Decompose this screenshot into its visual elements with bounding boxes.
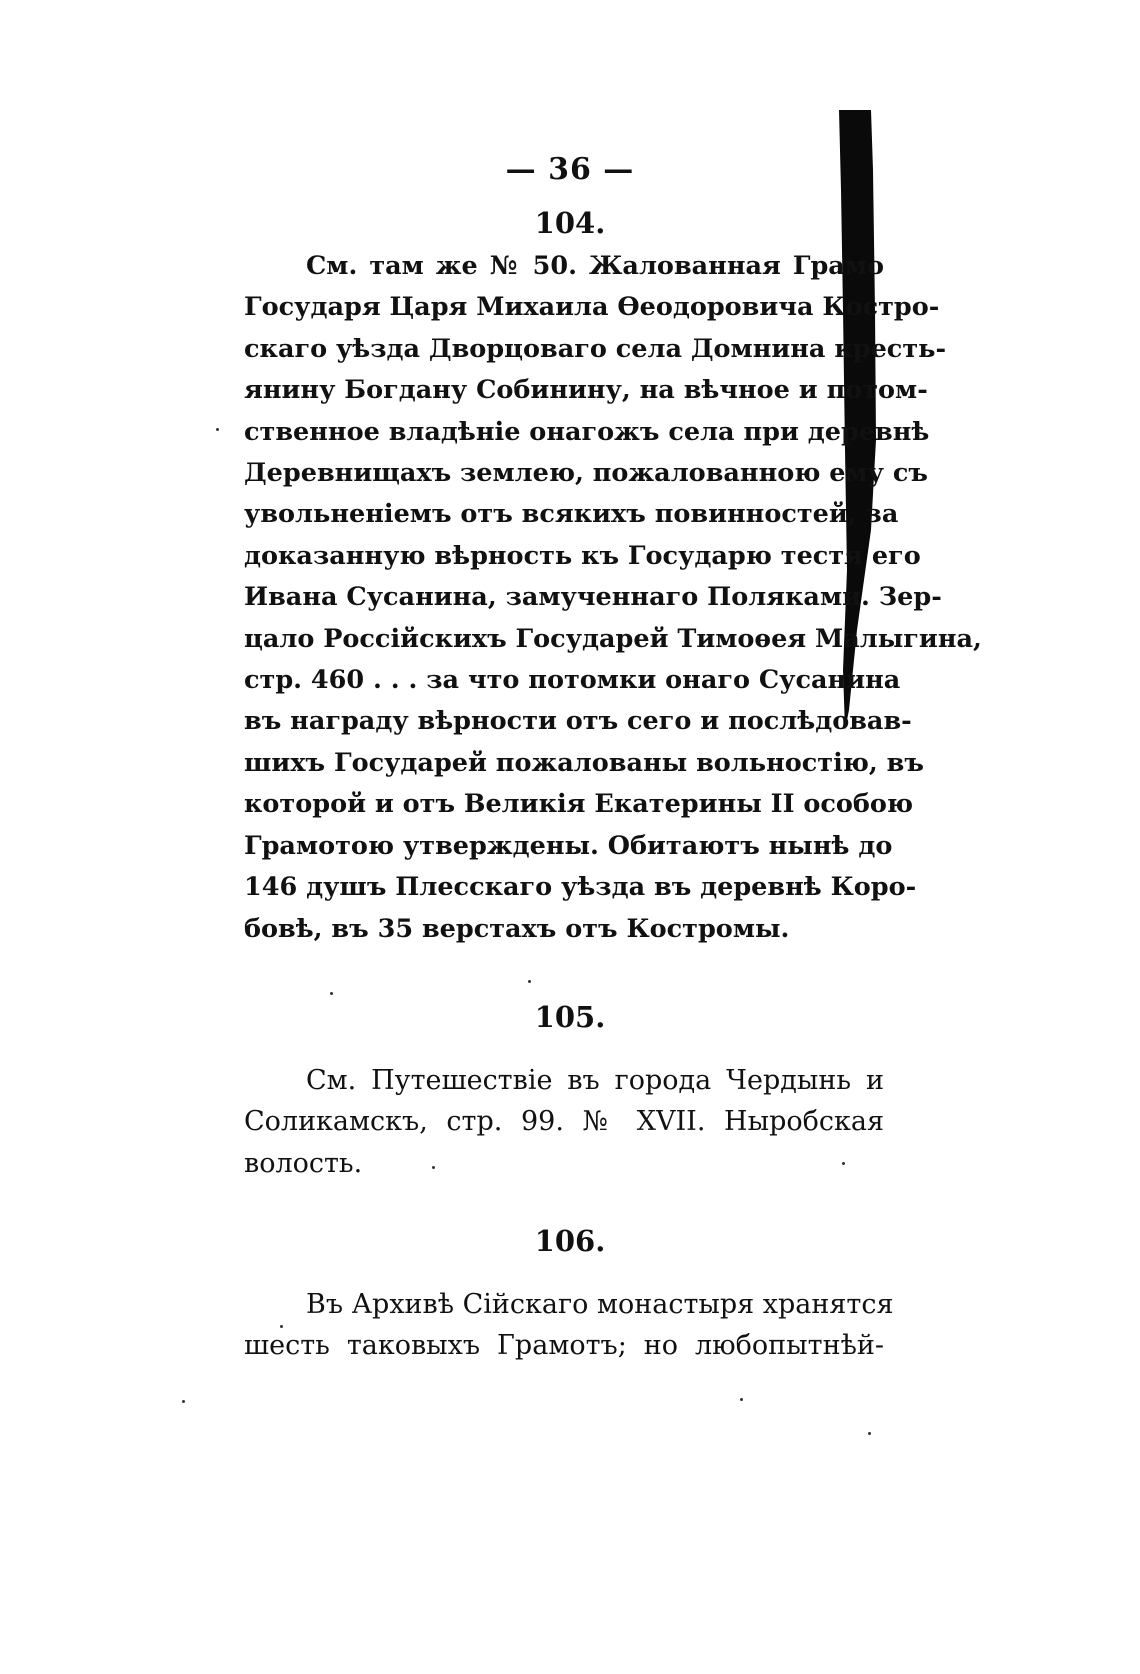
section-number: 105. — [534, 1000, 606, 1034]
section-number: 104. — [534, 206, 606, 240]
text-line: 146 душъ Плесскаго уѣзда въ деревнѣ Коро- — [244, 872, 917, 903]
text-line: бовѣ, въ 35 верстахъ отъ Костромы. — [244, 913, 790, 944]
text-line: Въ Архивѣ Сійскаго монастыря хранятся — [306, 1289, 894, 1320]
scan-speck — [432, 1166, 435, 1169]
text-line: увольненіемъ отъ всякихъ повинностей, за — [244, 499, 899, 530]
text-line: цало Россійскихъ Государей Тимоѳея Малыгина, — [244, 623, 982, 654]
text-line: Грамотою утверждены. Обитаютъ нынѣ до — [244, 830, 893, 861]
section-text-104 — [244, 246, 982, 950]
text-line: См. Путешествіе въ города Чердынь и — [306, 1065, 884, 1096]
text-line: въ награду вѣрности отъ сего и послѣдовав- — [244, 706, 912, 737]
section-number: 106. — [534, 1224, 606, 1258]
text-line: Соликамскъ, стр. 99. № XVII. Ныробская — [244, 1106, 884, 1138]
scan-speck — [280, 1325, 283, 1328]
page-number: — 36 — — [505, 152, 635, 187]
scan-speck — [216, 428, 219, 431]
scan-speck — [868, 1432, 871, 1435]
text-line: ственное владѣніе онагожъ села при деревнѣ — [244, 416, 930, 447]
section-text-106 — [244, 1284, 894, 1367]
text-line: янину Богдану Собинину, на вѣчное и потом- — [244, 375, 928, 406]
text-line: скаго уѣзда Дворцоваго села Домнина кресть- — [244, 333, 947, 364]
scan-speck — [330, 992, 333, 995]
scan-speck — [842, 1162, 845, 1165]
section-text-105 — [244, 1060, 884, 1184]
text-line: Государя Царя Михаила Өеодоровича Костро- — [244, 292, 940, 323]
scan-speck — [740, 1398, 743, 1401]
text-line: Ивана Сусанина, замученнаго Поляками. Зер- — [244, 582, 942, 613]
text-line: шихъ Государей пожалованы вольностію, въ — [244, 747, 924, 778]
scan-speck — [528, 980, 531, 983]
text-line: См. там же № 50. Жалованная Грамо — [306, 251, 884, 281]
text-line: Деревнищахъ землею, пожалованною ему съ — [244, 458, 928, 489]
text-line: которой и отъ Великія Екатерины II особою — [244, 789, 914, 820]
text-line: шесть таковыхъ Грамотъ; но любопытнѣй- — [244, 1330, 884, 1362]
text-line: стр. 460 . . . за что потомки онаго Сусанина — [244, 665, 901, 696]
text-line: волость. — [244, 1147, 363, 1179]
text-line: доказанную вѣрность къ Государю тестя его — [244, 540, 921, 571]
scan-speck — [182, 1400, 185, 1403]
